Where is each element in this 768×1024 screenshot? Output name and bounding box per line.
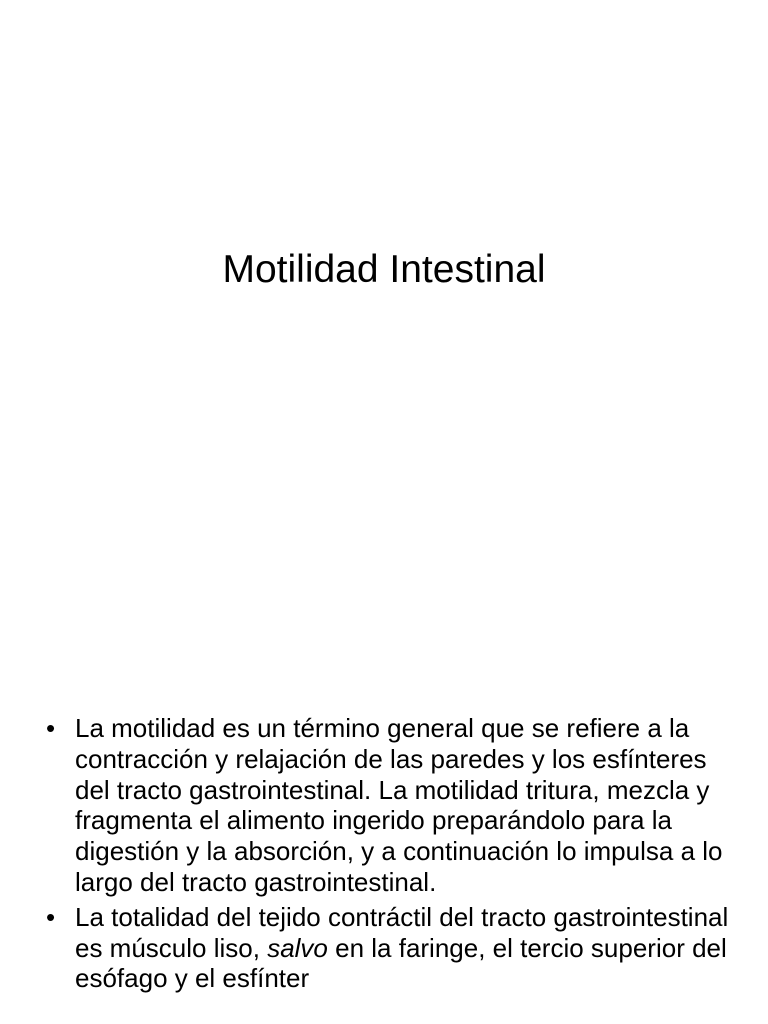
bullet-marker: •: [46, 901, 56, 932]
bullet-text: La motilidad es un término general que se refiere a la contracción y relajación de las paredes y los esfínteres del tracto gastrointestinal. La motilidad tritura, mezcla y fragmenta el alimento ingerido preparándolo para la digestión y la absorción, y a continuación lo impulsa a lo largo del tracto gastrointestinal.: [75, 713, 723, 897]
bullet-marker: •: [46, 713, 56, 743]
bullet-item: [46, 902, 736, 994]
bullet-text-italic: salvo: [267, 932, 328, 963]
bullet-text: [75, 902, 728, 994]
bullet-text-part: en la faringe, el tercio superior del esófago y el esfínter: [75, 932, 727, 994]
slide-title: Motilidad Intestinal: [222, 248, 546, 292]
bullet-list: [46, 713, 736, 998]
bullet-text-part: La totalidad del tejido contráctil del tracto gastrointestinal es músculo liso,: [75, 901, 729, 963]
bullet-item: [46, 713, 736, 898]
